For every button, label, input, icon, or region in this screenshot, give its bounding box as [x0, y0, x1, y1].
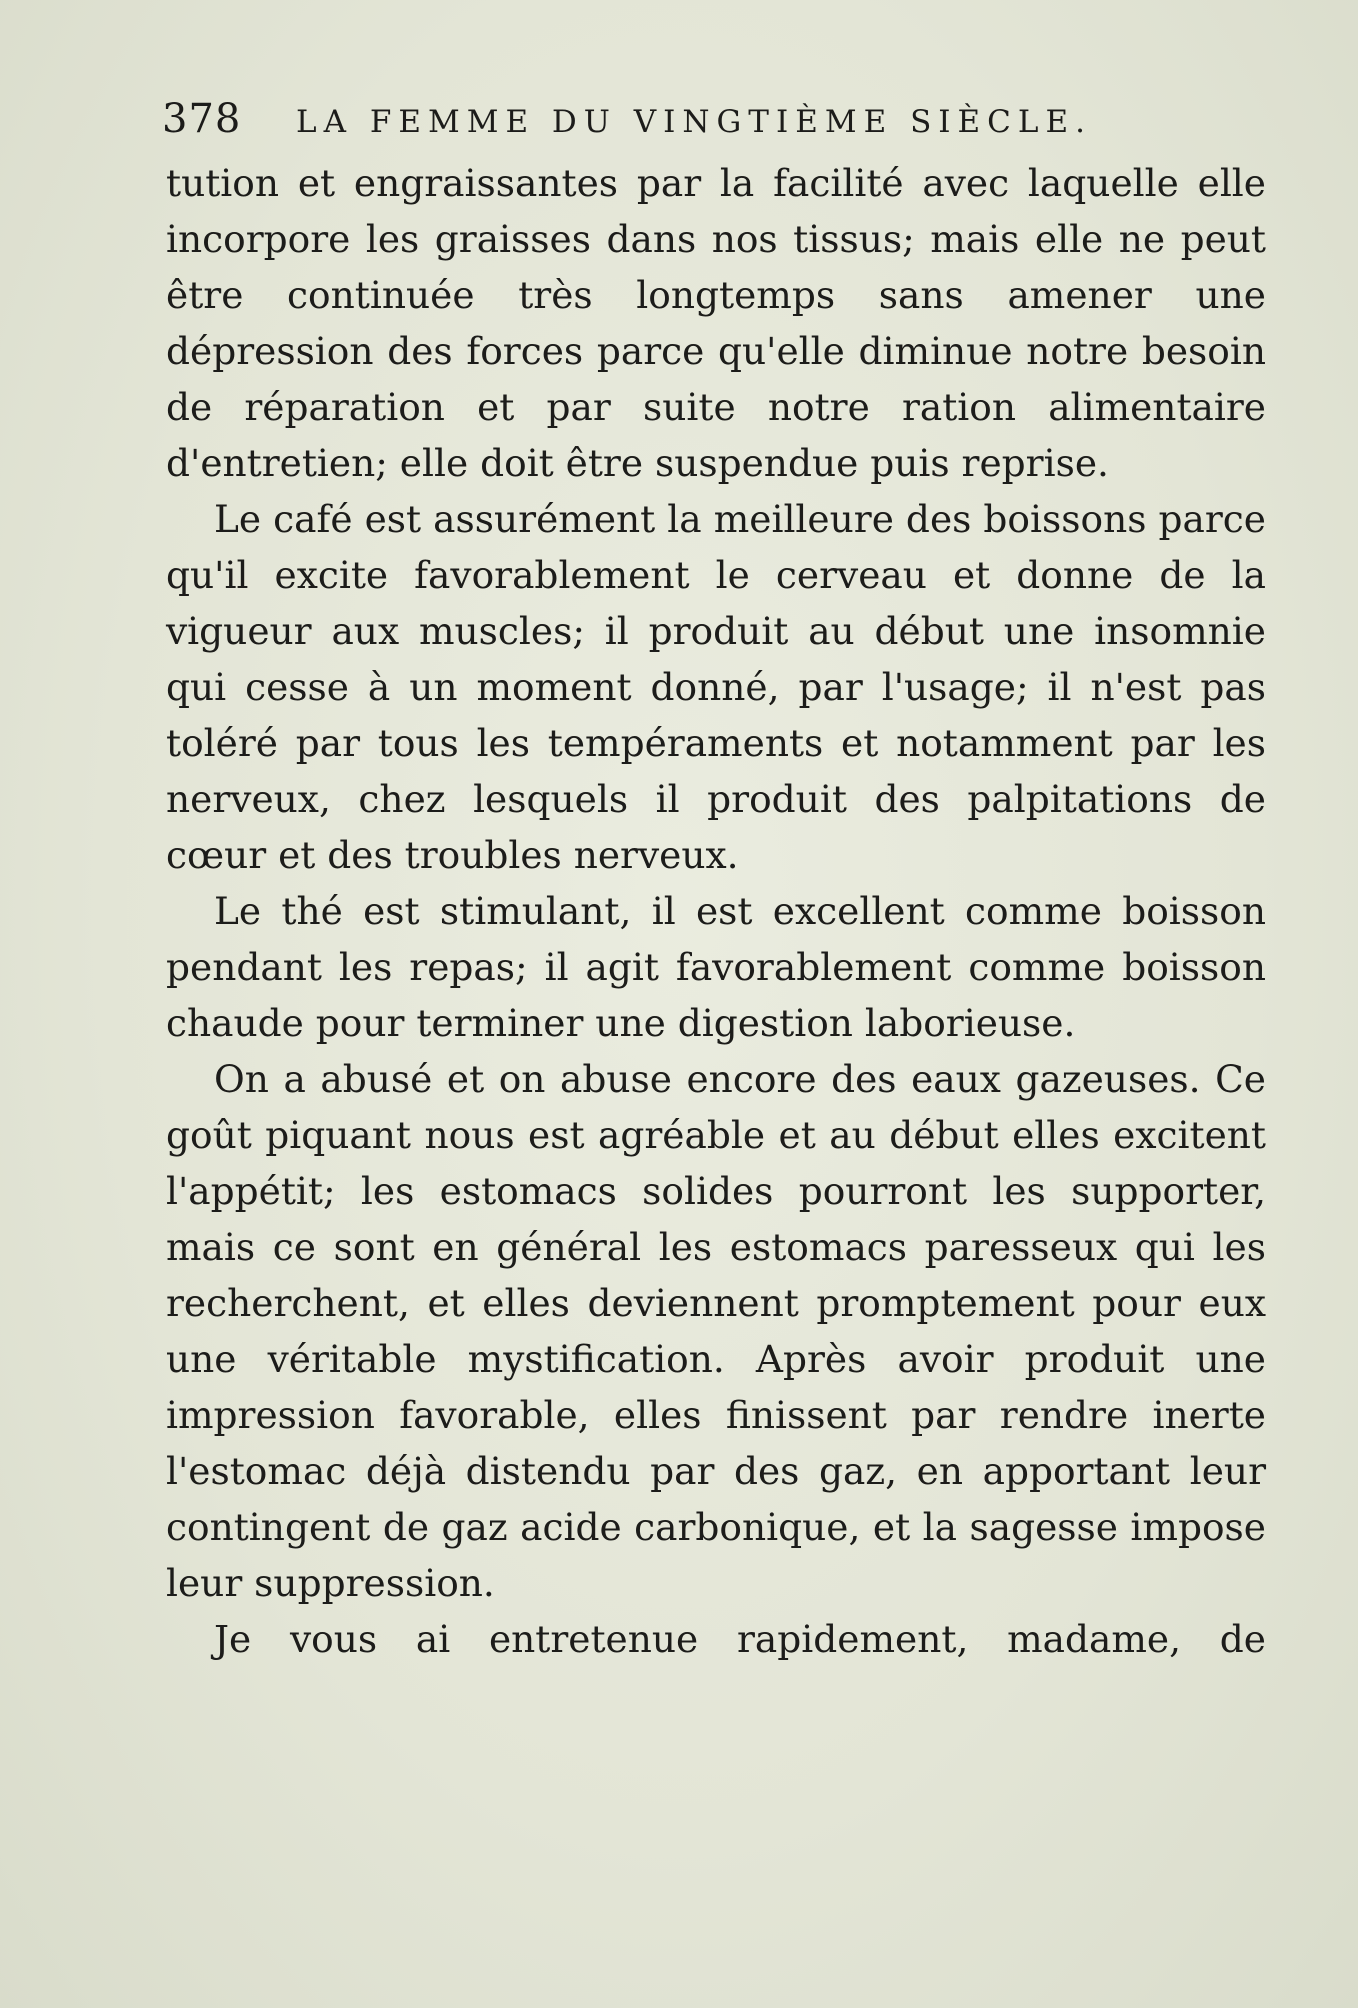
paragraph-the: Le thé est stimulant, il est excellent comme boisson pendant les repas; il agit favorablement comme boisson chaude pour terminer une digestion laborieuse.: [166, 889, 1266, 1045]
paragraph-continued: tution et engraissantes par la facilité avec laquelle elle incorpore les graisses dans nos tissus; mais elle ne peut être continuée très longtemps sans amener une dépression des forces parce qu'elle diminue notre besoin de réparation et par suite notre ration alimentaire d'entretien; elle doit être suspendue puis reprise.: [166, 161, 1266, 485]
running-head: [162, 92, 1272, 152]
page-number: 378: [162, 96, 242, 142]
running-title: LA FEMME DU VINGTIÈME SIÈCLE.: [296, 104, 1092, 140]
body-text: [166, 155, 1266, 1667]
paragraph-closing: Je vous ai entretenue rapidement, madame, de: [214, 1617, 1266, 1661]
paragraph-cafe: Le café est assurément la meilleure des boissons parce qu'il excite favorablement le cerveau et donne de la vigueur aux muscles; il produit au début une insomnie qui cesse à un moment donné, par l'usage; il n'est pas toléré par tous les tempéraments et notamment par les nerveux, chez lesquels il produit des palpitations de cœur et des troubles nerveux.: [166, 497, 1266, 877]
paragraph-eaux-gazeuses: On a abusé et on abuse encore des eaux gazeuses. Ce goût piquant nous est agréable et au début elles excitent l'appétit; les estomacs solides pourront les supporter, mais ce sont en général les estomacs paresseux qui les recherchent, et elles deviennent promptement pour eux une véritable mystification. Après avoir produit une impression favorable, elles finissent par rendre inerte l'estomac déjà distendu par des gaz, en apportant leur contingent de gaz acide carbonique, et la sagesse impose leur suppression.: [166, 1057, 1266, 1605]
